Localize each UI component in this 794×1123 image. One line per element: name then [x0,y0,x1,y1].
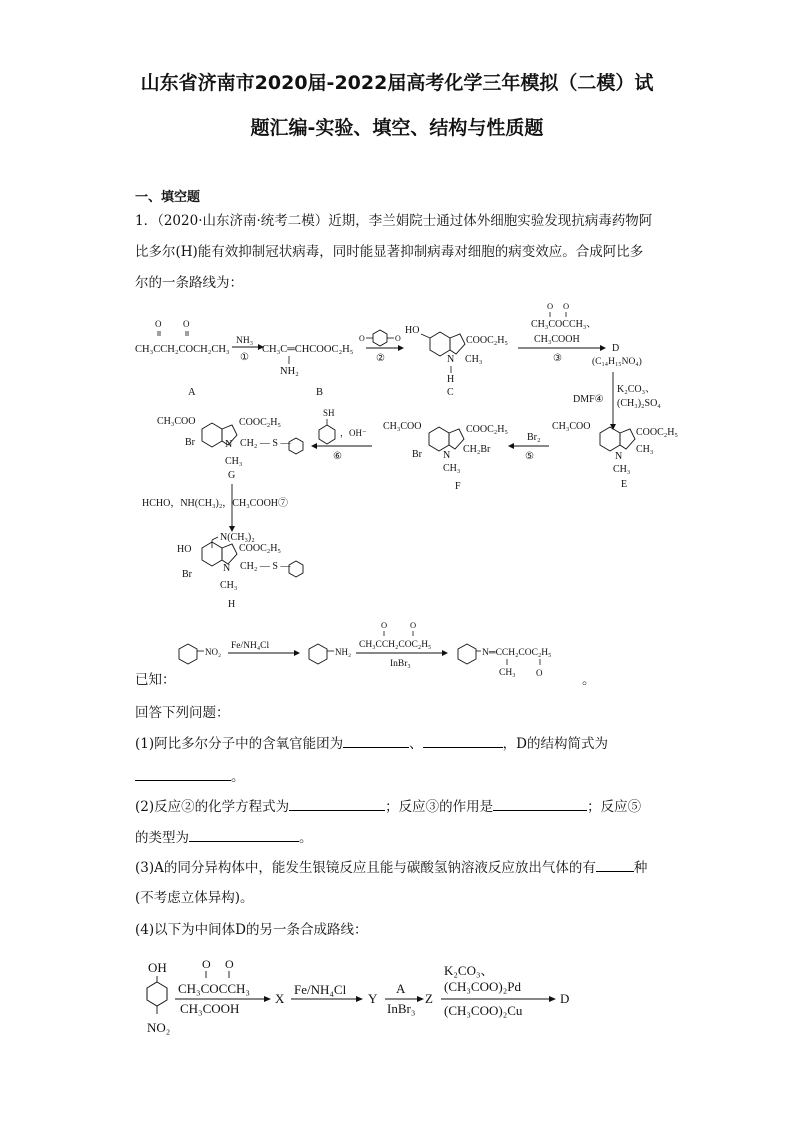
answer-blank-1-1[interactable] [343,733,409,748]
compound-c-ho: HO [405,325,420,336]
answer-blank-3-1[interactable] [596,857,634,872]
known-end-mark: 。 [582,672,596,688]
compound-g-n-ch3: CH₃ [225,456,243,467]
scheme-compound-g [157,416,303,481]
compound-d-formula: (C₁₄H₁₅NO₄) [592,357,642,367]
compound-f-ch2br: CH₂Br [463,444,491,455]
step-6-label: ⑥ [333,451,342,462]
compound-f-br: Br [412,449,422,460]
thiophenol-ring-icon [319,425,335,444]
step-4-reagent-b: (CH₃)₂SO₄ [617,398,661,409]
svg-text:O: O [395,334,401,343]
svg-text:O: O [183,319,190,329]
svg-text:O: O [547,301,554,311]
route2-no2: NO₂ [147,1020,171,1035]
question-3-line-2: (不考虑立体异构)。 [135,890,254,906]
quinone-reagent-icon [359,330,404,364]
benzene-ring-icon [179,644,197,664]
answer-blank-1-2[interactable] [423,733,503,748]
compound-h-ho: HO [177,544,192,555]
page-title-line-1: 山东省济南市2020届-2022届高考化学三年模拟（二模）试 [140,72,654,94]
compound-g-n: N [225,439,233,450]
step-3-reagent-b: CH₃COOH [534,334,580,345]
compound-h-n: N [223,563,231,574]
svg-text:O: O [202,957,211,971]
step-6-base: ，OH⁻ [340,428,367,438]
compound-h-nme2: N(CH₃)₂ [220,532,255,543]
compound-h-n-ch3: CH₃ [220,580,238,591]
answer-blank-2-2[interactable] [493,796,587,811]
compound-h-side-chain: CH₂ — S — [240,561,291,572]
compound-f-n-ch3: CH₃ [443,463,461,474]
svg-text:O: O [381,620,388,630]
compound-g-side-chain: CH₂ — S — [240,438,291,449]
compound-g-label: G [228,470,236,481]
step-3-label: ③ [553,353,562,364]
answer-blank-1-3[interactable] [135,766,231,781]
question-2-line-2: 的类型为 。 [135,827,313,848]
question-2-line-1: (2)反应②的化学方程式为 ；反应③的作用是 ；反应⑤ [135,796,641,817]
compound-e-n-ch3: CH₃ [613,464,631,475]
compound-b-formula: CH₃C═CHCOOC₂H₅ [262,344,354,355]
scheme-compound-a [135,319,230,398]
compound-c-n: N [447,354,455,365]
step-4-reagent-a: K₂CO₃、 [617,384,656,395]
compound-d-label: D [612,343,620,354]
compound-a-label: A [188,387,196,398]
step-4-label: DMF④ [573,394,604,405]
svg-text:O: O [359,334,365,343]
compound-e-cooet: COOC₂H₅ [636,427,678,438]
known-step-2-reagent: CH₃CCH₂COC₂H₅ [359,640,432,650]
compound-c-cooet: COOC₂H₅ [466,335,508,346]
route2-z-reagent-1: K₂CO₃、 [444,963,494,978]
route2-z-reagent-3: (CH₃COO)₂Cu [444,1003,523,1018]
svg-text:O: O [410,620,417,630]
compound-f-cooet: COOC₂H₅ [466,424,508,435]
svg-text:O: O [563,301,570,311]
step-2-label: ② [376,353,385,364]
step-6-group [311,408,372,462]
compound-h-br: Br [182,569,192,580]
compound-c-label: C [447,387,454,398]
step-1-label: ① [240,352,249,363]
page-title-line-2: 题汇编-实验、填空、结构与性质题 [250,117,544,139]
svg-text:O: O [536,668,543,678]
route2-oh: OH [148,960,167,975]
known-reaction-scheme [179,620,551,678]
compound-e-ch3: CH₃ [636,444,654,455]
compound-f-n: N [443,450,451,461]
question-4-line: (4)以下为中间体D的另一条合成路线： [135,922,368,938]
phenol-ring-icon [147,982,167,1006]
question-1-line-1: (1)阿比多尔分子中的含氧官能团为 、 ，D的结构简式为 [135,733,608,754]
answer-blank-2-3[interactable] [189,827,299,842]
route-2-scheme [147,957,569,1035]
step-3-reagent-a: CH₃COCCH₃、 [531,319,597,330]
known-step-2-catalyst: InBr₃ [390,659,411,669]
svg-text:O: O [225,957,234,971]
known-nh2: NH₂ [335,647,352,657]
scheme-compound-f [383,421,508,492]
question-1-line-2: 。 [135,766,245,787]
route2-reagent-a-label: A [396,981,406,996]
compound-g-acetoxy: CH₃COO [157,416,196,427]
route2-y: Y [368,991,378,1006]
step-7-group [142,484,288,532]
compound-e-n: N [615,451,623,462]
compound-h-label: H [228,599,236,610]
compound-e-label: E [621,479,628,490]
benzene-ring-icon [309,644,327,664]
question-1-intro-line-2: 比多尔(H)能有效抑制冠状病毒，同时能显著抑制病毒对细胞的病变效应。合成阿比多 [135,244,644,260]
route2-catalyst: InBr₃ [387,1001,416,1016]
known-step-1-reagent: Fe/NH₄Cl [231,641,270,651]
step-5-label: ⑤ [525,451,534,462]
step-5-group [508,432,549,462]
benzene-ring-icon [458,644,476,664]
known-product: N═CCH₂COC₂H₅ [482,648,552,658]
scheme-compound-b [262,344,354,398]
scheme-compound-h [177,532,303,610]
compound-f-label: F [455,481,461,492]
reagent-nh3: NH₃ [236,336,254,346]
scheme-compound-c [405,325,508,398]
thiophenol-sh: SH [323,408,335,418]
compound-a-formula: CH₃CCH₂COCH₂CH₃ [135,344,230,355]
reagent-br2: Br₂ [527,432,541,443]
compound-f-acetoxy: CH₃COO [383,421,422,432]
known-product-ch3: CH₃ [499,668,516,678]
question-3-line-1: (3)A的同分异构体中，能发生银镜反应且能与碳酸氢钠溶液反应放出气体的有 种 [135,857,647,878]
route2-x: X [275,991,285,1006]
compound-h-cooet: COOC₂H₅ [239,543,281,554]
compound-c-h: H [447,374,455,385]
compound-g-cooet: COOC₂H₅ [239,417,281,428]
route2-reagent-a: CH₃COCCH₃ [178,981,250,996]
compound-b-label: B [316,387,324,398]
step-3-group [518,301,642,367]
compound-e-acetoxy: CH₃COO [552,421,591,432]
route2-reagent-b: CH₃COOH [180,1001,240,1016]
route2-d: D [560,991,570,1006]
svg-text:O: O [155,319,162,329]
phenyl-ring-icon [289,438,303,454]
step-7-reagents: HCHO，NH(CH₃)₂，CH₃COOH⑦ [142,498,289,509]
compound-c-ch3: CH₃ [465,354,483,365]
route2-z-reagent-2: (CH₃COO)₂Pd [444,979,521,994]
scheme-compound-e [552,421,678,490]
question-1-intro-line-3: 尔的一条路线为： [135,275,243,291]
known-no2: NO₂ [205,647,222,657]
phenyl-ring-icon [289,561,303,577]
known-label: 已知： [135,672,176,688]
compound-b-nh2: NH₂ [280,366,299,377]
compound-g-br: Br [185,437,195,448]
answer-blank-2-1[interactable] [289,796,385,811]
route2-z: Z [425,991,433,1006]
section-heading: 一、填空题 [135,190,201,205]
question-1-intro-line-1: 1．（2020·山东济南·统考二模）近期，李兰娟院士通过体外细胞实验发现抗病毒药物阿 [135,213,653,229]
route2-step-2-reagent: Fe/NH₄Cl [294,982,347,997]
answer-prompt: 回答下列问题： [135,705,230,721]
